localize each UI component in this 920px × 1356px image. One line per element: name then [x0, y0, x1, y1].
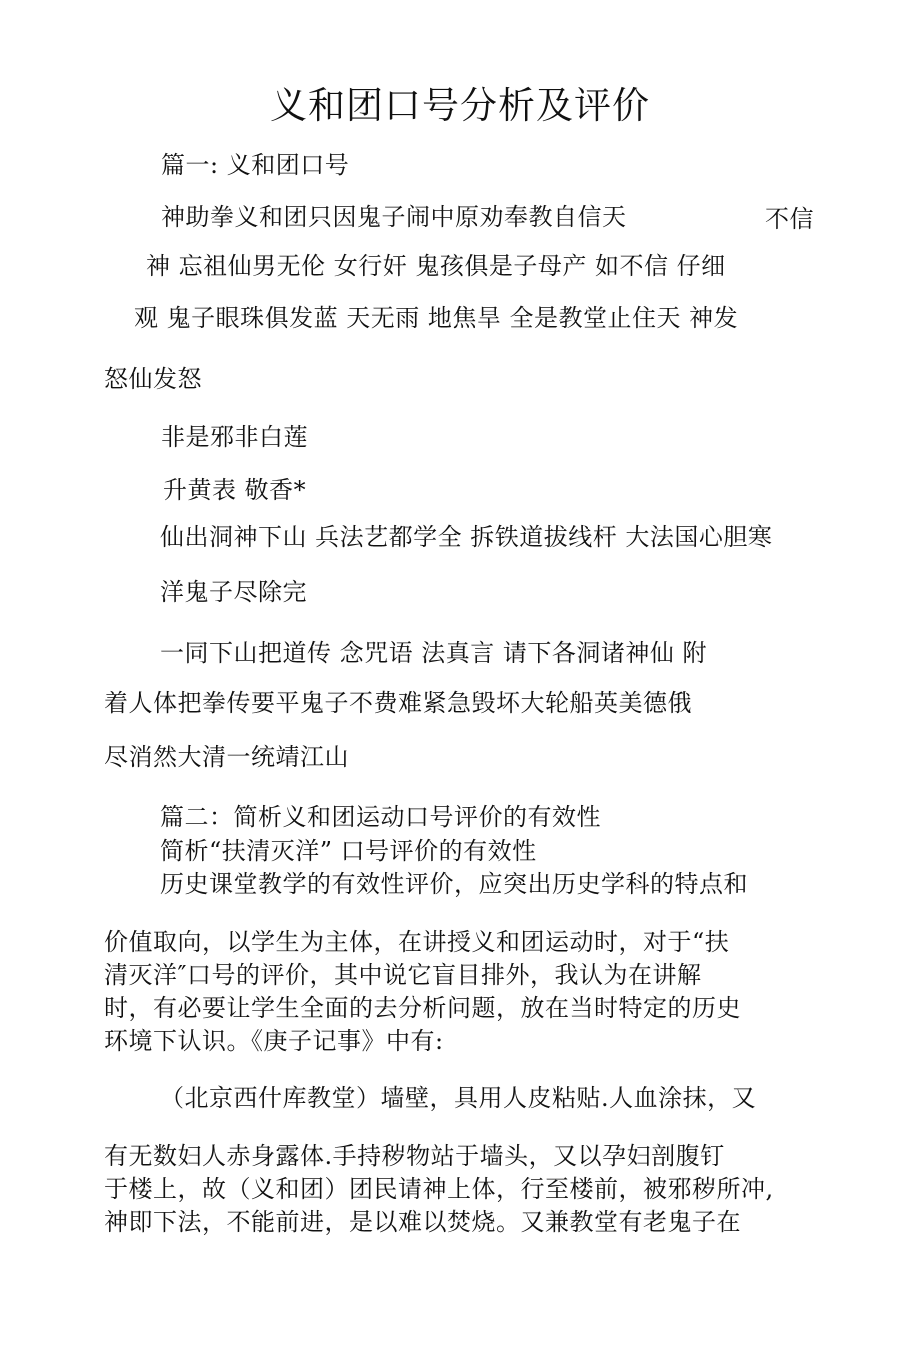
- section2-line-1: 历史课堂教学的有效性评价，应突出历史学科的特点和: [160, 870, 748, 898]
- section1-line-11: 尽消然大清一统靖江山: [104, 743, 349, 771]
- section1-line-1: 神助拳义和团只因鬼子闹中原劝奉教自信天: [161, 203, 627, 231]
- section1-line-9: 一同下山把道传 念咒语 法真言 请下各洞诸神仙 附: [160, 639, 708, 667]
- section2-line-2: 价值取向，以学生为主体，在讲授义和团运动时，对于“扶: [104, 928, 730, 956]
- section2-line-6: （北京西什库教堂）墙壁，具用人皮粘贴.人血涂抹，又: [160, 1084, 757, 1112]
- section1-line-3: 观 鬼子眼珠俱发蓝 天无雨 地焦旱 全是教堂止住天 神发: [134, 304, 739, 332]
- document-title: 义和团口号分析及评价: [270, 84, 650, 127]
- section1-line-4: 怒仙发怒: [104, 365, 202, 393]
- section2-subheading: 简析“扶清灭洋” 口号评价的有效性: [160, 837, 537, 865]
- section2-line-4: 时，有必要让学生全面的去分析问题，放在当时特定的历史: [104, 994, 741, 1022]
- section2-line-7: 有无数妇人赤身露体.手持秽物站于墙头，又以孕妇剖腹钉: [104, 1142, 725, 1170]
- section2-line-9: 神即下法，不能前进，是以难以焚烧。又兼教堂有老鬼子在: [104, 1208, 741, 1236]
- section1-line-6: 升黄表 敬香*: [163, 476, 307, 504]
- section2-line-5: 环境下认识。《庚子记事》中有:: [104, 1027, 444, 1055]
- section1-line-1-tail: 不信: [765, 205, 814, 233]
- section1-line-5: 非是邪非白莲: [161, 423, 308, 451]
- section2-heading: 篇二：简析义和团运动口号评价的有效性: [160, 803, 601, 831]
- section1-line-2: 神 忘祖仙男无伦 女行奸 鬼孩俱是子母产 如不信 仔细: [146, 252, 726, 280]
- section1-line-7: 仙出洞神下山 兵法艺都学全 拆铁道拔线杆 大法国心胆寒: [160, 523, 773, 551]
- section1-line-10: 着人体把拳传要平鬼子不费难紧急毁坏大轮船英美德俄: [104, 689, 692, 717]
- section1-heading: 篇一: 义和团口号: [161, 151, 350, 179]
- section2-line-3: 清灭洋″口号的评价，其中说它盲目排外，我认为在讲解: [104, 961, 702, 989]
- section1-line-8: 洋鬼子尽除完: [160, 578, 307, 606]
- section2-line-8: 于楼上，故（义和团）团民请神上体，行至楼前，被邪秽所冲,: [104, 1175, 774, 1203]
